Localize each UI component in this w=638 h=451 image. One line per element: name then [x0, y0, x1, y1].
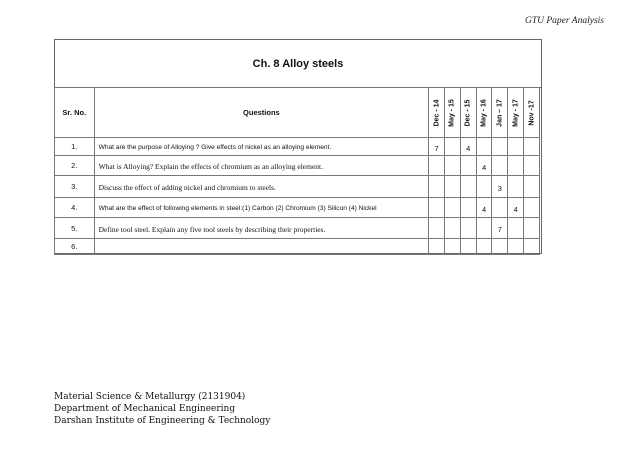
- marks-cell: [508, 218, 524, 239]
- marks-cell: [445, 239, 461, 255]
- table-row: [55, 176, 540, 198]
- marks-cell: [508, 239, 524, 255]
- exam-header-may-15: May - 15: [445, 88, 461, 138]
- marks-cell: [476, 138, 492, 156]
- marks-cell: [445, 156, 461, 176]
- table-row: [55, 138, 540, 156]
- footer-institute: Darshan Institute of Engineering & Technology: [54, 416, 271, 426]
- marks-cell: [429, 156, 445, 176]
- marks-cell: [476, 239, 492, 255]
- exam-header-nov-17: Nov -17: [524, 88, 540, 138]
- sr-no-cell: 1.: [55, 138, 95, 156]
- marks-cell: [460, 198, 476, 218]
- marks-cell: [460, 156, 476, 176]
- question-cell: [94, 239, 429, 255]
- questions-header: Questions: [94, 88, 429, 138]
- sr-no-cell: 6.: [55, 239, 95, 255]
- sr-no-cell: 2.: [55, 156, 95, 176]
- marks-cell: [508, 138, 524, 156]
- question-cell: What is Alloying? Explain the effects of chromium as an alloying element.: [94, 156, 429, 176]
- question-cell: Discuss the effect of adding nickel and chromium to steels.: [94, 176, 429, 198]
- marks-cell: [445, 176, 461, 198]
- marks-cell: [460, 239, 476, 255]
- exam-header-dec-15: Dec - 15: [460, 88, 476, 138]
- marks-cell: [445, 138, 461, 156]
- marks-cell: [524, 176, 540, 198]
- marks-cell: [429, 239, 445, 255]
- marks-cell: [508, 156, 524, 176]
- marks-cell: [429, 218, 445, 239]
- marks-cell: 4: [460, 138, 476, 156]
- marks-cell: [460, 218, 476, 239]
- marks-cell: 7: [429, 138, 445, 156]
- table-row: [55, 239, 540, 255]
- table-row: [55, 198, 540, 218]
- question-cell: Define tool steel. Explain any five tool steels by describing their properties.: [94, 218, 429, 239]
- question-cell: What are the purpose of Alloying ? Give effects of nickel as an alloying element.: [94, 138, 429, 156]
- questions-grid: [54, 87, 540, 255]
- table-row: [55, 156, 540, 176]
- marks-cell: 4: [476, 156, 492, 176]
- marks-cell: [445, 198, 461, 218]
- footer-subject: Material Science & Metallurgy (2131904): [54, 392, 246, 402]
- marks-cell: [445, 218, 461, 239]
- marks-cell: 3: [492, 176, 508, 198]
- marks-cell: [492, 239, 508, 255]
- marks-cell: [524, 156, 540, 176]
- marks-cell: 4: [476, 198, 492, 218]
- marks-cell: [460, 176, 476, 198]
- sr-no-cell: 5.: [55, 218, 95, 239]
- column-header-row: [55, 88, 540, 138]
- marks-cell: [524, 198, 540, 218]
- marks-cell: [492, 138, 508, 156]
- marks-cell: [476, 176, 492, 198]
- marks-cell: [492, 198, 508, 218]
- marks-cell: 4: [508, 198, 524, 218]
- footer-department: Department of Mechanical Engineering: [54, 404, 236, 414]
- chapter-title: Ch. 8 Alloy steels: [55, 40, 541, 88]
- exam-header-dec-14: Dec - 14: [429, 88, 445, 138]
- table-row: [55, 218, 540, 239]
- question-analysis-table: [54, 39, 542, 254]
- exam-header-jan-17: Jan – 17: [492, 88, 508, 138]
- marks-cell: [508, 176, 524, 198]
- marks-cell: [476, 218, 492, 239]
- marks-cell: [524, 138, 540, 156]
- marks-cell: [492, 156, 508, 176]
- marks-cell: [524, 218, 540, 239]
- exam-header-may-17: May - 17: [508, 88, 524, 138]
- page-header-title: GTU Paper Analysis: [525, 16, 604, 26]
- question-cell: What are the effect of following elements in steel:(1) Carbon (2) Chromium (3) Silicon (4) Nickel: [94, 198, 429, 218]
- marks-cell: [429, 198, 445, 218]
- sr-no-cell: 4.: [55, 198, 95, 218]
- exam-header-may-16: May - 16: [476, 88, 492, 138]
- footer: [54, 391, 270, 427]
- sr-no-header: Sr. No.: [55, 88, 95, 138]
- sr-no-cell: 3.: [55, 176, 95, 198]
- marks-cell: [429, 176, 445, 198]
- marks-cell: 7: [492, 218, 508, 239]
- marks-cell: [524, 239, 540, 255]
